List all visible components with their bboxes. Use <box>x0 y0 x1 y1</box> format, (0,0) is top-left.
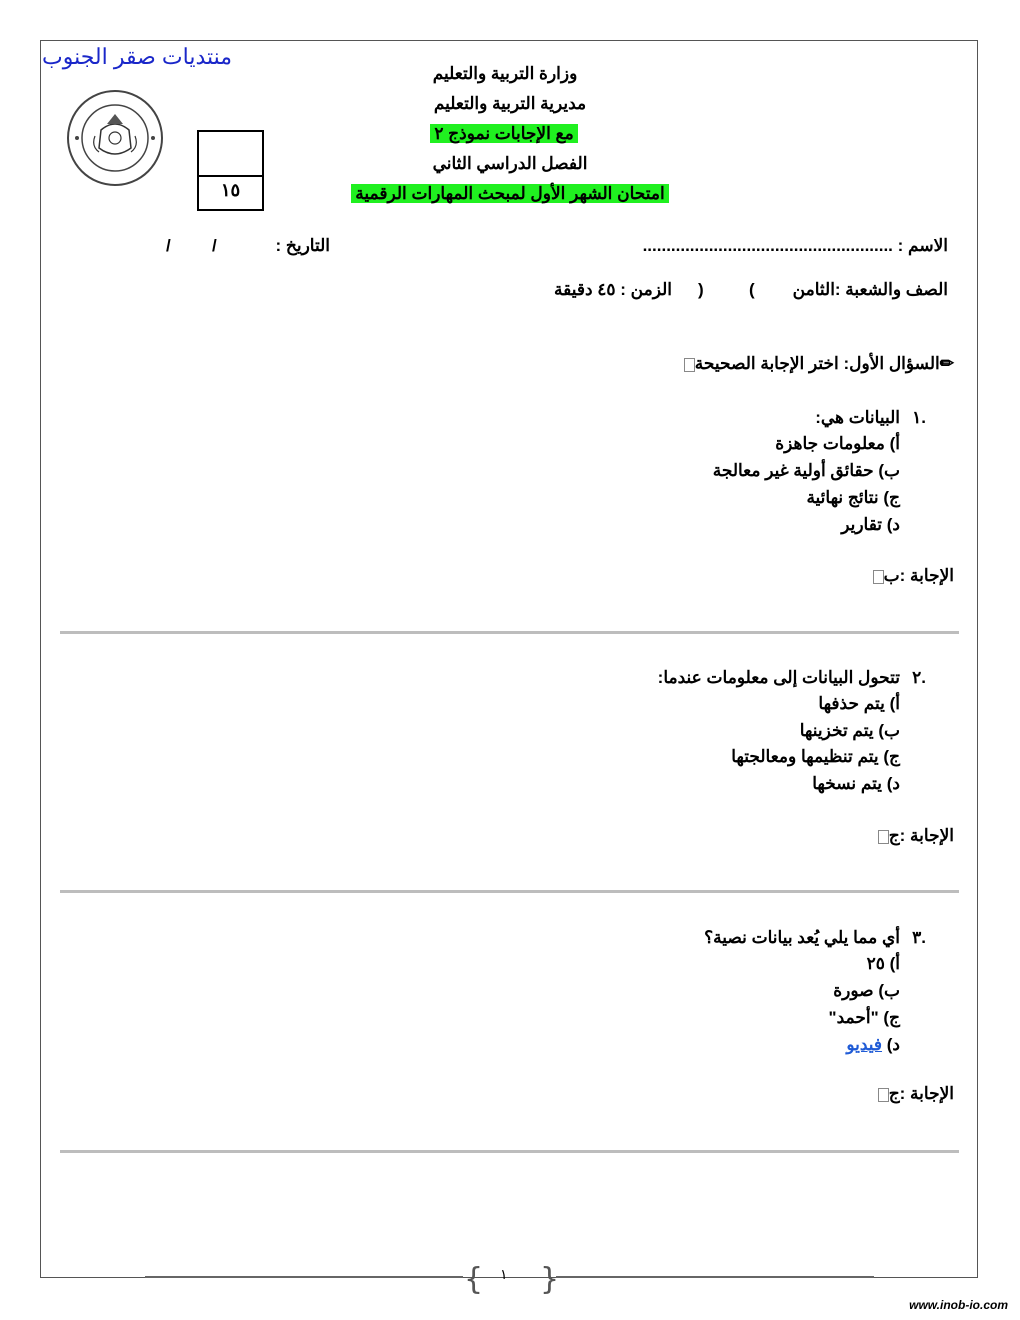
name-field[interactable]: الاسم : ..................................................... <box>642 236 948 255</box>
page-number: ١ <box>500 1266 508 1282</box>
section-paren: ) <box>698 280 704 299</box>
right-brace-icon: } <box>540 1262 560 1297</box>
divider <box>60 631 959 634</box>
left-brace-icon: { <box>464 1262 484 1297</box>
footer-line <box>145 1276 463 1278</box>
ministry-emblem-icon <box>55 88 175 188</box>
option-item: أ) معلومات جاهزة <box>775 434 900 453</box>
question-text: أي مما يلي يُعد بيانات نصية؟ <box>704 928 900 947</box>
grade-section-field[interactable]: الصف والشعبة :الثامن <box>792 280 948 299</box>
directorate-title: مديرية التربية والتعليم <box>433 94 587 113</box>
checkbox-glyph-icon <box>878 1088 889 1102</box>
checkbox-glyph-icon <box>684 358 695 372</box>
option-item: د) فيديو <box>846 1035 900 1054</box>
option-item: د) يتم نسخها <box>812 774 900 793</box>
question-text: تتحول البيانات إلى معلومات عندما: <box>657 668 900 687</box>
option-item: ج) "أحمد" <box>828 1008 900 1027</box>
option-item: ج) نتائج نهائية <box>806 488 900 507</box>
option-item: ب) صورة <box>833 981 900 1000</box>
option-item: د) تقارير <box>841 515 900 534</box>
divider <box>60 890 959 893</box>
divider <box>60 1150 959 1153</box>
site-url[interactable]: www.inob-io.com <box>909 1298 1008 1312</box>
checkbox-glyph-icon <box>873 570 884 584</box>
exam-title: امتحان الشهر الأول لمبحث المهارات الرقمية <box>351 184 668 203</box>
semester-title: الفصل الدراسي الثاني <box>432 154 588 173</box>
question-text: البيانات هي: <box>815 408 900 427</box>
answer-line: الإجابة :ج <box>875 826 954 846</box>
score-total: ١٥ <box>220 180 241 200</box>
checkbox-glyph-icon <box>878 830 889 844</box>
section-paren: ( <box>749 280 755 299</box>
date-separator: / <box>212 236 217 255</box>
option-item: أ) ٢٥ <box>866 954 900 973</box>
option-item: ب) حقائق أولية غير معالجة <box>712 461 900 480</box>
question-number: ٣. <box>912 928 926 947</box>
option-item: ج) يتم تنظيمها ومعالجتها <box>731 747 900 766</box>
option-item: ب) يتم تخزينها <box>799 721 900 740</box>
exam-time: الزمن : ٤٥ دقيقة <box>554 280 672 299</box>
page-frame <box>40 40 978 1278</box>
option-item: أ) يتم حذفها <box>818 694 900 713</box>
question-number: ١. <box>912 408 926 427</box>
question-number: ٢. <box>912 668 926 687</box>
score-box <box>197 130 264 211</box>
answer-line: الإجابة :ج <box>875 1084 954 1104</box>
ministry-title: وزارة التربية والتعليم <box>432 64 578 83</box>
answer-line: الإجابة :ب <box>870 566 954 586</box>
section-title: ✏السؤال الأول: اختر الإجابة الصحيحة <box>681 354 954 374</box>
footer-line <box>556 1276 874 1278</box>
date-label: التاريخ : <box>275 236 330 255</box>
option-link[interactable]: فيديو <box>846 1035 883 1054</box>
answers-tag: مع الإجابات نموذج ٢ <box>430 124 577 143</box>
date-separator: / <box>166 236 171 255</box>
forum-watermark[interactable]: منتديات صقر الجنوب <box>42 44 233 69</box>
